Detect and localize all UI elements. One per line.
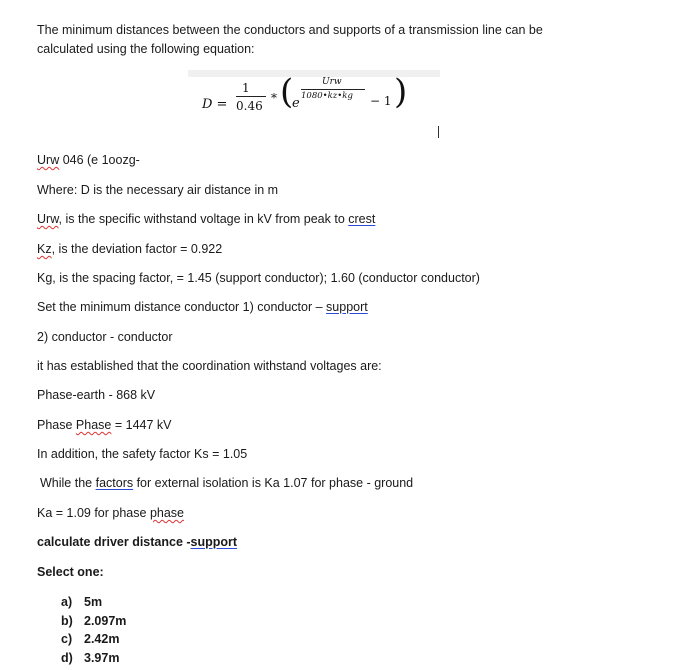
spell-flag-urw-def: Urw xyxy=(37,212,59,226)
established-line: it has established that the coordination withstand voltages are: xyxy=(37,359,382,373)
option-b-label: b) xyxy=(61,614,73,628)
ka-line: Ka = 1.09 for phase phase xyxy=(37,506,184,520)
option-d-value: 3.97m xyxy=(84,651,120,665)
formula-open-paren: ( xyxy=(280,72,294,112)
text-cursor xyxy=(438,126,439,138)
support-link[interactable]: support xyxy=(326,300,368,314)
safety-factor-line: In addition, the safety factor Ks = 1.05 xyxy=(37,447,248,461)
question-support-link[interactable]: support xyxy=(190,535,238,549)
factors-line: While the factors for external isolation is Ka 1.07 for phase - ground xyxy=(40,476,414,490)
option-a[interactable] xyxy=(61,595,102,609)
distance-formula xyxy=(188,70,440,133)
formula-exp-numerator: Urw xyxy=(322,77,342,87)
intro-line-1: The minimum distances between the conductors and supports of a transmission line can be xyxy=(37,23,543,37)
formula-numerator: 1 xyxy=(242,81,250,95)
option-b-value: 2.097m xyxy=(84,614,127,628)
option-d-label: d) xyxy=(61,651,73,665)
crest-link[interactable]: crest xyxy=(348,212,376,226)
option-b[interactable] xyxy=(61,614,126,628)
spell-flag-phase: Phase xyxy=(75,418,112,432)
question-line: calculate driver distance -support xyxy=(37,535,238,549)
formula-lhs: D = xyxy=(202,97,228,112)
formula-fraction-bar xyxy=(236,96,266,97)
option-a-value: 5m xyxy=(84,595,103,609)
option-a-label: a) xyxy=(61,595,73,609)
option-c-value: 2.42m xyxy=(84,632,120,646)
phase-earth-line: Phase-earth - 868 kV xyxy=(37,388,156,402)
set-line: Set the minimum distance conductor 1) conductor – support xyxy=(37,300,368,314)
option-c[interactable] xyxy=(61,632,119,646)
formula-base: e xyxy=(292,96,300,111)
intro-line-2: calculated using the following equation: xyxy=(37,42,255,56)
formula-close-paren: ) xyxy=(394,72,408,112)
spell-flag-urw: Urw xyxy=(37,153,60,167)
phase-phase-line: Phase Phase = 1447 kV xyxy=(37,418,172,432)
kg-definition: Kg, is the spacing factor, = 1.45 (support conductor); 1.60 (conductor conductor) xyxy=(37,271,480,285)
spell-flag-phase-2: phase xyxy=(149,506,184,520)
garbled-line: Urw 046 (e 1oozg- xyxy=(37,153,140,167)
formula-exp-denominator: 1080•kz•kg xyxy=(301,91,353,101)
option-d[interactable] xyxy=(61,651,119,665)
formula-minus-one: − 1 xyxy=(370,94,392,108)
urw-definition: Urw, is the specific withstand voltage in kV from peak to crest xyxy=(37,212,376,226)
formula-times: * xyxy=(271,91,277,105)
formula-exp-bar xyxy=(301,89,365,90)
conductor-line: 2) conductor - conductor xyxy=(37,330,173,344)
kz-definition: Kz, is the deviation factor = 0.922 xyxy=(37,242,223,256)
spell-flag-kz: Kz xyxy=(37,242,52,256)
option-c-label: c) xyxy=(61,632,73,646)
factors-link[interactable]: factors xyxy=(95,476,134,490)
formula-denominator: 0.46 xyxy=(236,99,263,113)
where-d-line: Where: D is the necessary air distance in m xyxy=(37,183,279,197)
select-one-label: Select one: xyxy=(37,565,104,579)
